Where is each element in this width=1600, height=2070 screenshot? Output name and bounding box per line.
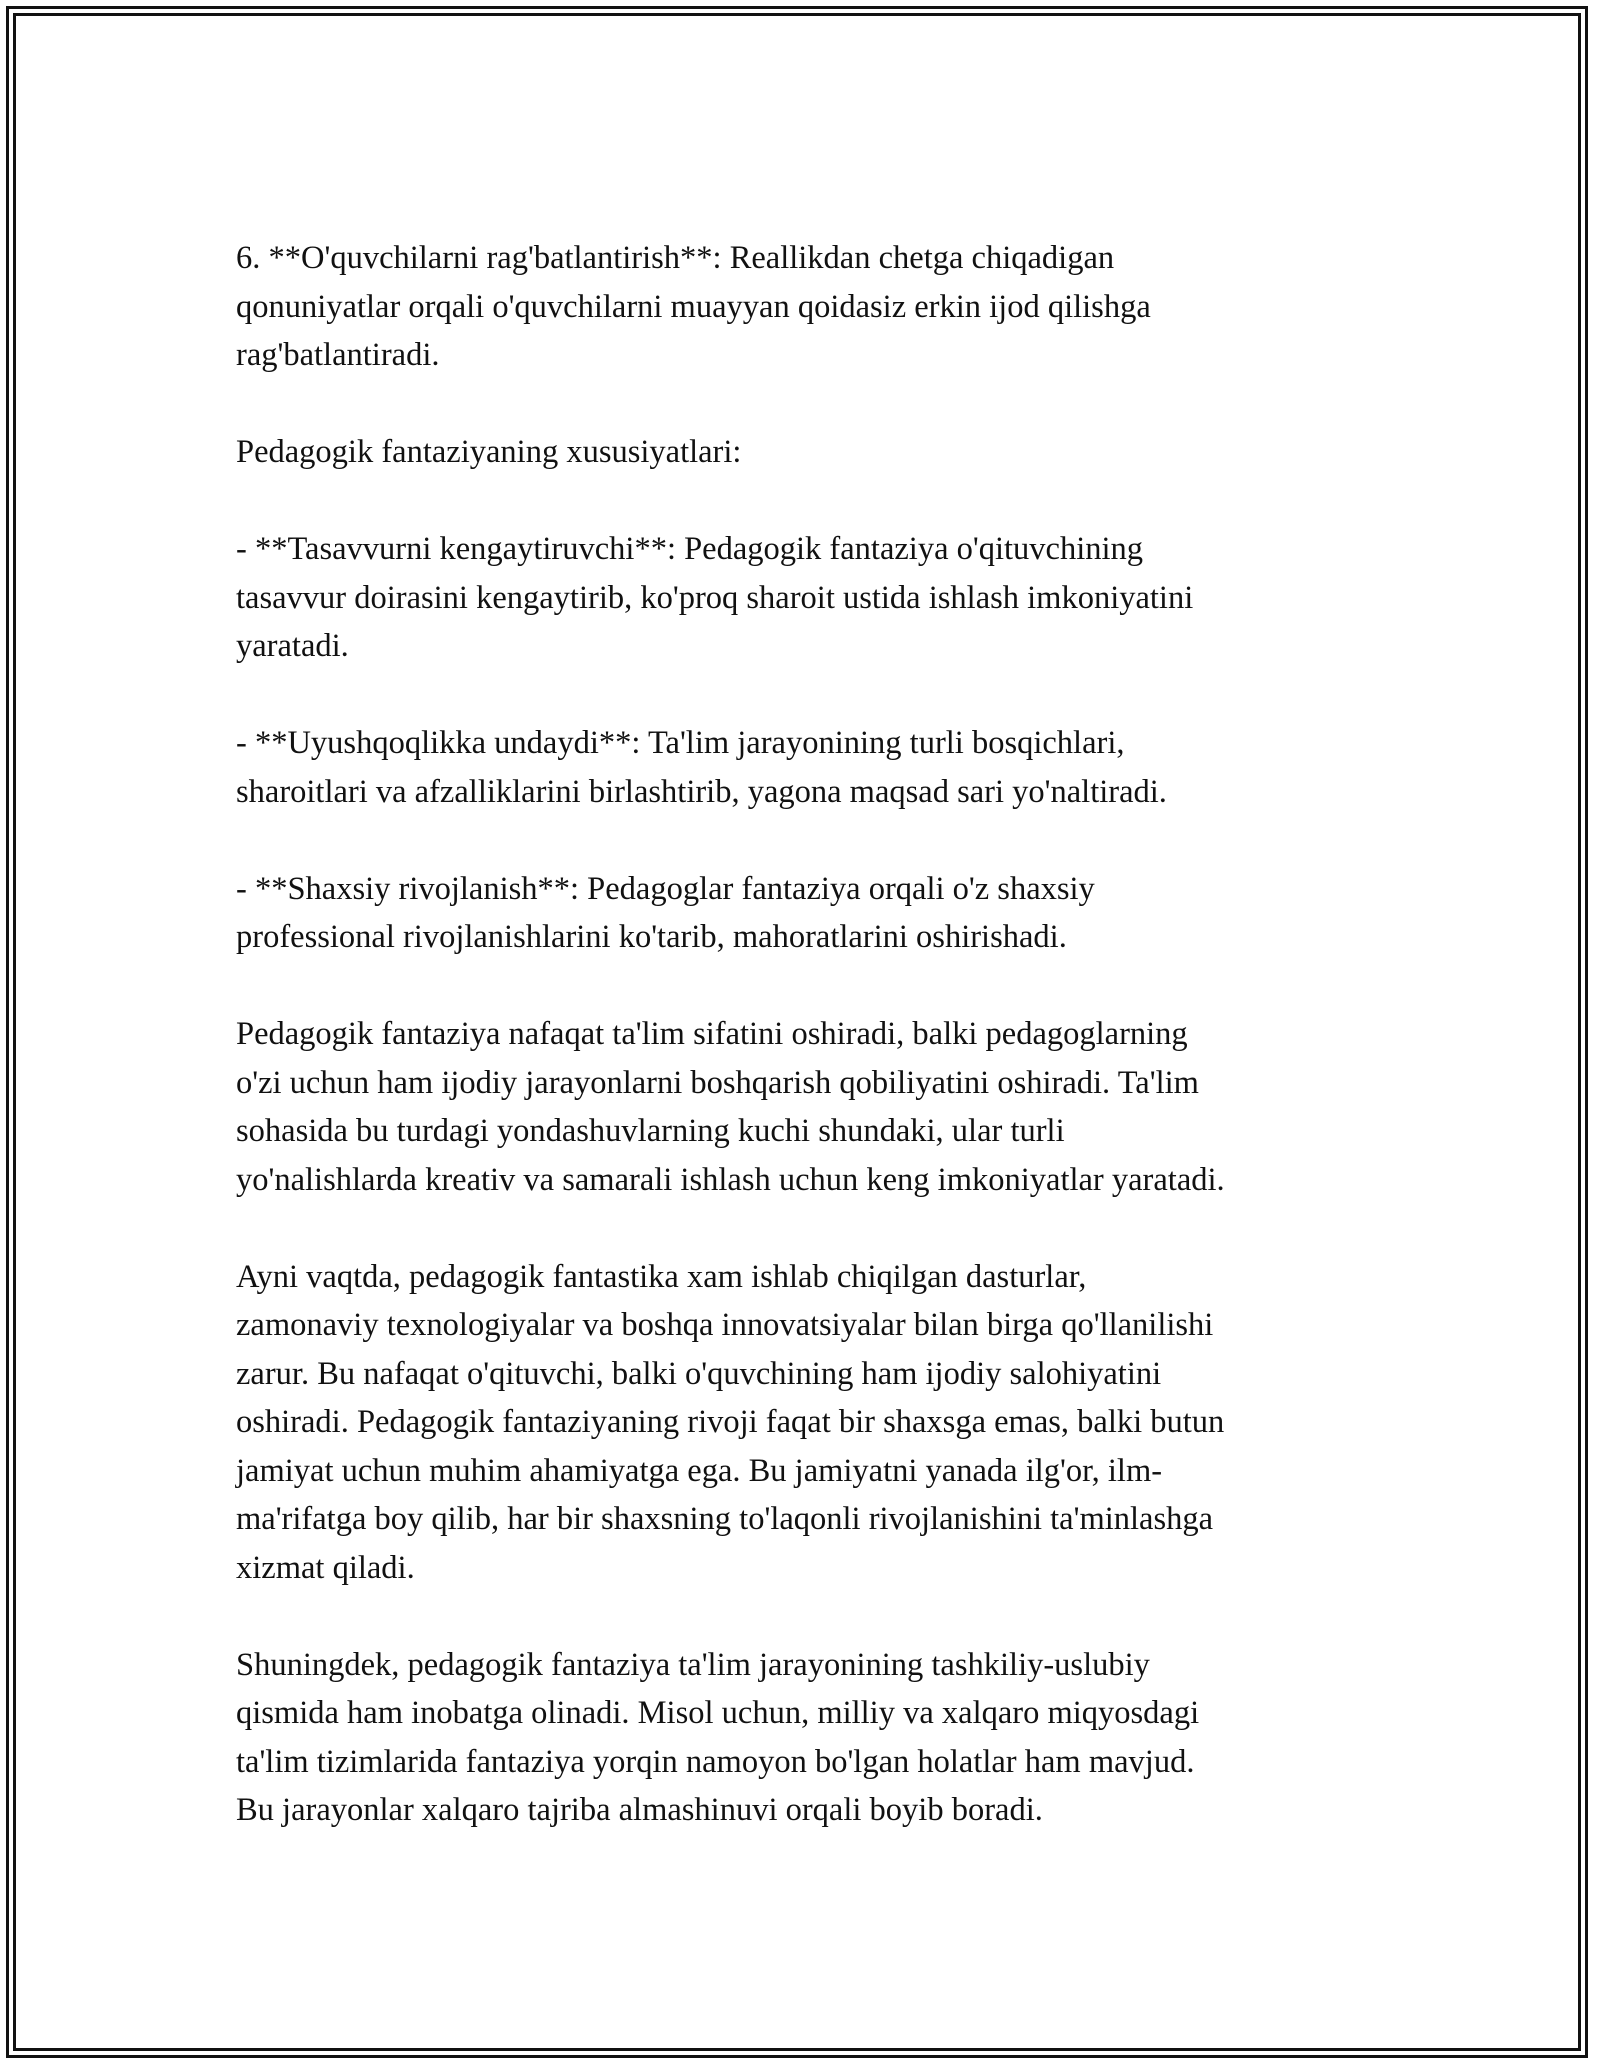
paragraph-encourages-organization: - **Uyushqoqlikka undaydi**: Ta'lim jarayonining turli bosqichlari, sharoitlari va afzalliklarini birlashtirib, yagona maqsad sari yo'naltiradi.: [236, 725, 1167, 810]
paragraph-organizational-methodical: Shuningdek, pedagogik fantaziya ta'lim jarayonining tashkiliy-uslubiy qismida ham inobatga olinadi. Misol uchun, milliy va xalqaro miqyosdagi ta'lim tizimlarida fantaziya yorqin namoyon bo'lgan holatlar ham mavjud. Bu jarayonlar xalqaro tajriba almashinuvi orqali boyib boradi.: [236, 1646, 1200, 1828]
paragraph-motivating-students: 6. **O'quvchilarni rag'batlantirish**: Reallikdan chetga chiqadigan qonuniyatlar orqali o'quvchilarni muayyan qoidasiz erkin ijod qilishga rag'batlantiradi.: [236, 240, 1151, 373]
paragraph-personal-development: - **Shaxsiy rivojlanish**: Pedagoglar fantaziya orqali o'z shaxsiy professional rivojlanishlarini ko'tarib, mahoratlarini oshirishadi.: [236, 870, 1095, 955]
paragraph-expanding-imagination: - **Tasavvurni kengaytiruvchi**: Pedagogik fantaziya o'qituvchining tasavvur doirasini kengaytirib, ko'proq sharoit ustida ishlash imkoniyatini yaratadi.: [236, 531, 1194, 664]
document-body: [236, 234, 1366, 1835]
paragraph-quality-of-education: Pedagogik fantaziya nafaqat ta'lim sifatini oshiradi, balki pedagoglarning o'zi uchun ham ijodiy jarayonlarni boshqarish qobiliyatini oshiradi. Ta'lim sohasida bu turdagi yondashuvlarning kuchi shundaki, ular turli yo'nalishlarda kreativ va samarali ishlash uchun keng imkoniyatlar yaratadi.: [236, 1016, 1225, 1198]
paragraph-modern-technologies: Ayni vaqtda, pedagogik fantastika xam ishlab chiqilgan dasturlar, zamonaviy texnologiyalar va boshqa innovatsiyalar bilan birga qo'llanilishi zarur. Bu nafaqat o'qituvchi, balki o'quvchining ham ijodiy salohiyatini oshiradi. Pedagogik fantaziyaning rivoji faqat bir shaxsga emas, balki butun jamiyat uchun muhim ahamiyatga ega. Bu jamiyatni yanada ilg'or, ilm- ma'rifatga boy qilib, har bir shaxsning to'laqonli rivojlanishini ta'minlashga xizmat qiladi.: [236, 1258, 1225, 1586]
paragraph-features-heading: Pedagogik fantaziyaning xususiyatlari:: [236, 434, 742, 470]
